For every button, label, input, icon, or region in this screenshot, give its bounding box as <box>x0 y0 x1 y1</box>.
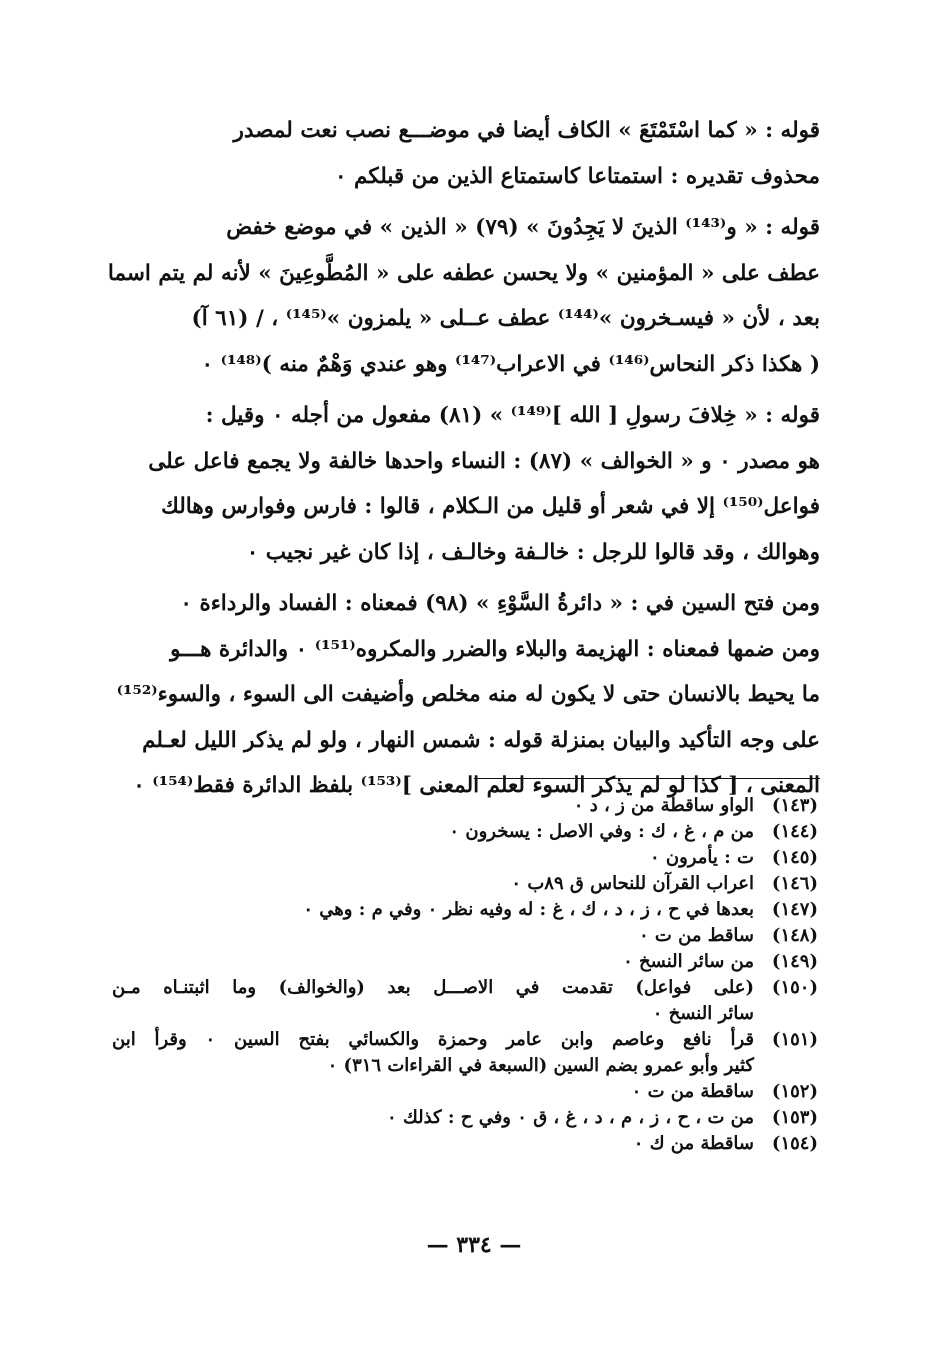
footnote <box>112 1105 818 1131</box>
text-line: قوله : « كما اسْتَمْتَعَ » الكاف أيضا في موضـــع نصب نعت لمصدر <box>233 118 820 143</box>
footnote-text <box>112 949 754 975</box>
footnote <box>112 1079 818 1105</box>
paragraph-4 <box>112 581 820 809</box>
text-line: قوله : « و⁽¹⁴³⁾ الذينَ لا يَجِدُونَ » (٧٩) « الذين » في موضع خفض <box>226 215 820 240</box>
footnote <box>112 1131 818 1157</box>
text-line: بعد ، لأن « فيسـخرون »⁽¹⁴⁴⁾ عطف عــلى « يلمزون »⁽¹⁴⁵⁾ ، / (٦١ آ) <box>191 306 820 331</box>
footnote-text <box>112 819 754 845</box>
footnotes <box>112 793 818 1157</box>
text-line: ومن ضمها فمعناه : الهزيمة والبلاء والضرر والمكروه⁽¹⁵¹⁾ ٠ والدائرة هـــو <box>170 636 820 662</box>
page-number: — ٣٣٤ — <box>426 1232 522 1258</box>
text-line: محذوف تقديره : استمتاعا كاستمتاع الذين من قبلكم ٠ <box>334 163 820 189</box>
text-line: هو مصدر ٠ و « الخوالف » (٨٧) : النساء واحدها خالفة ولا يجمع فاعل على <box>148 448 820 474</box>
footnote-text <box>112 1105 754 1131</box>
footnote-text <box>112 1079 754 1105</box>
footnote-line: بعدها في ح ، ز ، د ، ك ، غ : له وفيه نظر ٠ وفي م : وهي ٠ <box>303 899 754 920</box>
footnote-text <box>112 975 754 1027</box>
footnote-number: (١٥٠) <box>771 977 818 998</box>
text-line: عطف على « المؤمنين » ولا يحسن عطفه على « المُطَّوعِينَ » لأنه لم يتم اسما <box>107 260 820 286</box>
text-line: ما يحيط بالانسان حتى لا يكون له منه مخلص وأضيفت الى السوء ، والسوء⁽¹⁵²⁾ <box>116 682 820 707</box>
footnote-line: من م ، غ ، ك : وفي الاصل : يسخرون ٠ <box>449 821 754 842</box>
footnote-number: (١٤٩) <box>771 951 818 972</box>
footnote-text <box>112 871 754 897</box>
paragraph-2 <box>107 205 820 387</box>
paragraph-1 <box>112 108 820 199</box>
footnote-text <box>112 1027 754 1079</box>
footnote-number: (١٥١) <box>771 1029 818 1050</box>
text-line: ( هكذا ذكر النحاس⁽¹⁴⁶⁾ في الاعراب⁽¹⁴⁷⁾ وهو عندي وَهْمٌ منه )⁽¹⁴⁸⁾ ٠ <box>201 351 820 377</box>
footnote <box>112 819 818 845</box>
footnote-number: (١٤٨) <box>771 925 818 946</box>
paragraph-3 <box>112 393 820 575</box>
footnote-number: (١٤٦) <box>771 873 818 894</box>
footnote-number: (١٥٢) <box>771 1081 818 1102</box>
main-text <box>107 108 820 815</box>
footnote-line: ساقط من ت ٠ <box>638 925 754 946</box>
text-line: فواعل⁽¹⁵⁰⁾ إلا في شعر أو قليل من الـكلام ، قالوا : فارس وفوارس وهالك <box>161 494 820 519</box>
footnote-number: (١٥٤) <box>771 1133 818 1154</box>
footnote <box>112 1027 818 1079</box>
footnote-line: ساقطة من ك ٠ <box>633 1133 754 1154</box>
footnote <box>112 923 818 949</box>
text-line: ومن فتح السين في : « دائرةُ السَّوْءِ » (٩٨) فمعناه : الفساد والرداءة ٠ <box>180 591 820 616</box>
footnote <box>112 897 818 923</box>
footnote <box>112 949 818 975</box>
text-line: على وجه التأكيد والبيان بمنزلة قوله : شمس النهار ، ولو لم يذكر الليل لعـلم <box>142 727 820 753</box>
footnote-text <box>112 1131 754 1157</box>
footnote-divider <box>474 778 820 779</box>
footnote-line: اعراب القرآن للنحاس ق ٨٩ب ٠ <box>511 873 754 894</box>
footnote-line: كثير وأبو عمرو بضم السين (السبعة في القراءات ٣١٦) ٠ <box>327 1055 754 1076</box>
footnote-line: ساقطة من ت ٠ <box>631 1081 754 1102</box>
footnote-number: (١٤٤) <box>771 821 818 842</box>
footnote-line: من سائر النسخ ٠ <box>623 951 754 972</box>
footnote-line: سائر النسخ ٠ <box>652 1003 754 1024</box>
footnote <box>112 793 818 819</box>
footnote-line: ت : يأمرون ٠ <box>649 847 754 868</box>
footnote-text <box>112 923 754 949</box>
footnote-line: (على فواعل) تقدمت في الاصـــل بعد (والخوالف) وما اثبتنـاه مـن <box>112 977 754 998</box>
footnote-text <box>112 793 754 819</box>
footnote-text <box>112 845 754 871</box>
footnote-number: (١٤٥) <box>771 847 818 868</box>
footnote <box>112 871 818 897</box>
text-line: وهوالك ، وقد قالوا للرجل : خالـفة وخالـف ، إذا كان غير نجيب ٠ <box>246 539 820 565</box>
footnote-number: (١٤٧) <box>771 899 818 920</box>
footnote <box>112 845 818 871</box>
text-line: قوله : « خِلافَ رسولِ [ الله ]⁽¹⁴⁹⁾ » (٨١) مفعول من أجله ٠ وقيل : <box>205 403 820 428</box>
footnote-number: (١٤٣) <box>771 795 818 816</box>
footnote-line: من ت ، ح ، ز ، م ، د ، غ ، ق ٠ وفي ح : كذلك ٠ <box>387 1107 754 1128</box>
footnote-number: (١٥٣) <box>771 1107 818 1128</box>
text-line: المعنى ، [ كذا لو لم يذكر السوء لعلم المعنى ]⁽¹⁵³⁾ بلفظ الدائرة فقط⁽¹⁵⁴⁾ ٠ <box>133 773 820 798</box>
footnote-line: قرأ نافع وعاصم وابن عامر وحمزة والكسائي بفتح السين ٠ وقرأ ابن <box>112 1029 754 1050</box>
footnote-line: الواو ساقطة من ز ، د ٠ <box>573 795 754 816</box>
footnote-text <box>112 897 754 923</box>
footnote <box>112 975 818 1027</box>
